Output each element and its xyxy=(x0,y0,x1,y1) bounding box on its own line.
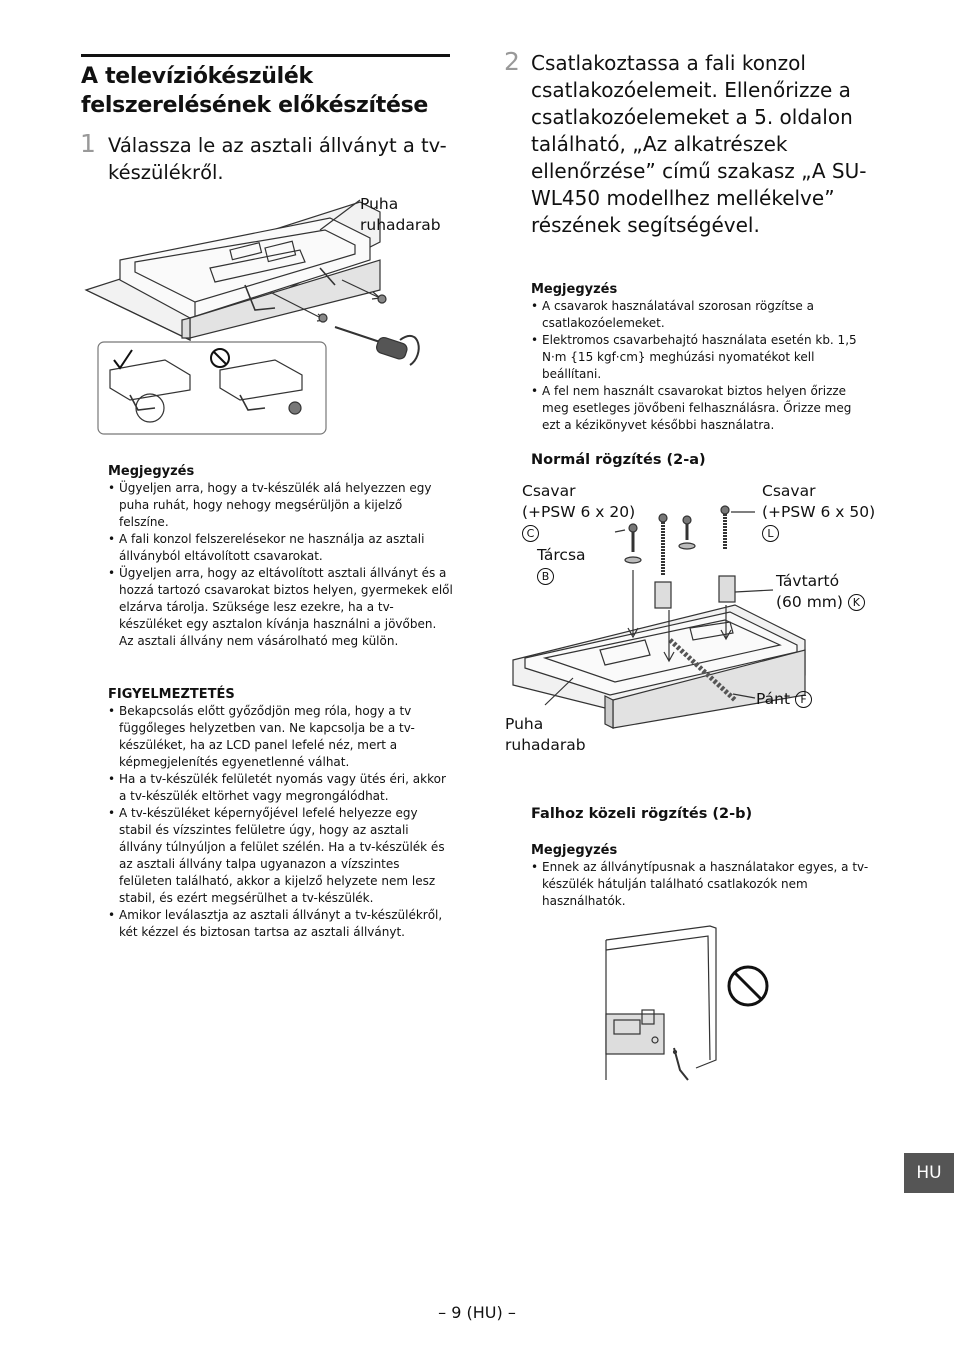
screw-l-label: Csavar (+PSW 6 x 50) L xyxy=(762,482,876,540)
language-tab: HU xyxy=(904,1153,954,1193)
warning-item: • A tv-készüléket képernyőjével lefelé helyezze egy stabil és vízszintes felületre úgy, hogy az asztali állvány túlnyúljon a felület szélén. Ha a tv-készülék és az asztali állvány talpa ugyanazon a vízszintes felületen található, akkor a kijelző helyzete nem lesz stabil, és ezért megsérülhet a tv-készülék. xyxy=(108,805,453,907)
warning-item: • Ha a tv-készülék felületét nyomás vagy ütés éri, akkor a tv-készülék eltörhet vagy megrongálódhat. xyxy=(108,771,453,805)
note-item: • A fali konzol felszerelésekor ne használja az asztali állványból eltávolított csavarokat. xyxy=(108,531,453,565)
wall-close-note xyxy=(531,842,871,910)
note-item: • Ennek az állványtípusnak a használatakor egyes, a tv-készülék hátulján található csatlakozók nem használhatók. xyxy=(531,859,871,910)
note-heading: Megjegyzés xyxy=(108,464,195,479)
soft-cloth-label: Puha ruhadarab xyxy=(360,195,441,234)
normal-mount-heading: Normál rögzítés (2-a) xyxy=(531,452,706,468)
note-item: • Ügyeljen arra, hogy az eltávolított asztali állványt és a hozzá tartozó csavarokat biztos helyen, gyermekek elől elzárva tárolja. Szüksége lesz ezekre, ha a tv-készüléket egy asztalon kívánja használni a jövőben. Az asztali állvány nem vásárolható meg külön. xyxy=(108,565,453,650)
step-1-text: Válassza le az asztali állványt a tv-készülékről. xyxy=(108,134,447,184)
step-1-number: 1 xyxy=(80,129,96,158)
washer-label: Tárcsa B xyxy=(537,546,586,583)
spacer-label: Távtartó (60 mm) K xyxy=(776,571,865,613)
page-number: – 9 (HU) – xyxy=(438,1303,516,1322)
warning-item: • Bekapcsolás előtt győződjön meg róla, hogy a tv függőleges helyzetben van. Ne kapcsolja be a tv-készüléket, ha az LCD panel lefelé néz, mert a képmegjelenítés egyenetlenné válhat. xyxy=(108,703,453,771)
note-heading: Megjegyzés xyxy=(531,282,618,297)
prohibition-icon xyxy=(729,967,767,1005)
step-2-text: Csatlakoztassa a fali konzol csatlakozóelemeit. Ellenőrizze a csatlakozóelemeket a 5. oldalon található, „Az alkatrészek ellenőrzése” című szakasz „A SU-WL450 modellhez mellékelve” részének segítségével. xyxy=(531,51,867,237)
step-1-warning xyxy=(108,686,453,941)
step-2-number: 2 xyxy=(504,47,520,76)
note-item: • Elektromos csavarbehajtó használata esetén kb. 1,5 N·m {15 kgf·cm} meghúzási nyomatékot kell beállítani. xyxy=(531,332,871,383)
belt-label: Pánt F xyxy=(756,689,812,710)
warning-item: • Amikor leválasztja az asztali állványt a tv-készülékről, két kézzel és biztosan tartsa az asztali állványt. xyxy=(108,907,453,941)
step-1-note xyxy=(108,463,453,650)
note-item: • A csavarok használatával szorosan rögzítse a csatlakozóelemeket. xyxy=(531,298,871,332)
soft-cloth-label: Puha ruhadarab xyxy=(505,715,586,754)
warning-heading: FIGYELMEZTETÉS xyxy=(108,687,235,702)
screw-c-label: Csavar (+PSW 6 x 20) C xyxy=(522,482,636,540)
note-item: • A fel nem használt csavarokat biztos helyen őrizze meg esetleges jövőbeni felhasználásra. Őrizze meg ezt a kézikönyvet későbbi használatra. xyxy=(531,383,871,434)
note-item: • Ügyeljen arra, hogy a tv-készülék alá helyezzen egy puha ruhát, hogy nehogy megsérüljön a kijelző felszíne. xyxy=(108,480,453,531)
title-rule xyxy=(81,54,450,57)
page-title: A televíziókészülék felszerelésének előkészítése xyxy=(81,64,429,118)
step-2-note xyxy=(531,281,871,434)
wall-close-mount-heading: Falhoz közeli rögzítés (2-b) xyxy=(531,806,753,822)
note-heading: Megjegyzés xyxy=(531,843,618,858)
rear-connectors-illustration xyxy=(600,920,780,1085)
